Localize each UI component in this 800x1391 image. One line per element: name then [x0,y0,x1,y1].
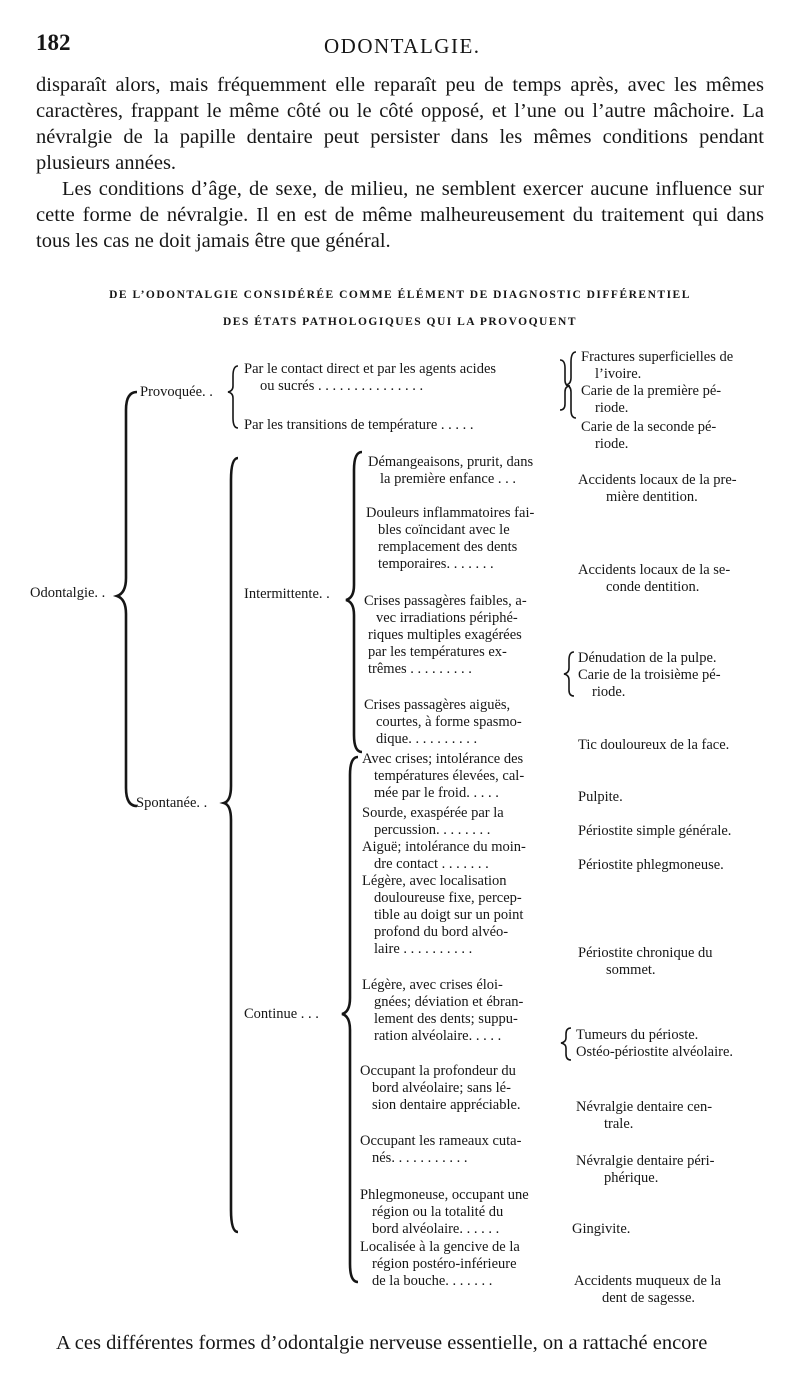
table-row-diagnosis: Carie de la seconde pé- riode. [581,419,717,452]
table-row-diagnosis: Périostite chronique du sommet. [578,945,713,978]
table-caption-line-1: DE L’ODONTALGIE CONSIDÉRÉE COMME ÉLÉMENT DE DIAGNOSTIC DIFFÉRENTIEL [109,289,691,301]
brace-fractures-dx [566,352,576,418]
table-row-diagnosis: Accidents muqueux de la dent de sagesse. [574,1273,721,1306]
table-row-diagnosis: Dénudation de la pulpe. Carie de la troisième pé- riode. [578,650,721,700]
table-row-cause: Légère, avec localisation douloureuse fixe, percep- tible au doigt sur un point profond du bord alvéo- laire . . . . . . . . . . [362,873,524,957]
table-row-cause: Crises passagères aiguës, courtes, à forme spasmo- dique. . . . . . . . . . [364,697,522,747]
label-odontalgie: Odontalgie. . [30,585,106,601]
label-intermittente: Intermittente. . [244,586,330,602]
table-row-diagnosis: Pulpite. [578,789,623,805]
table-row-cause: Phlegmoneuse, occupant une région ou la totalité du bord alvéolaire. . . . . . [360,1187,529,1237]
table-row-cause: Occupant la profondeur du bord alvéolaire; sans lé- sion dentaire appréciable. [360,1063,521,1113]
table-row-diagnosis: Accidents locaux de la se- conde dentition. [578,562,731,595]
label-spontanee: Spontanée. . [136,795,208,811]
brace-tumeurs-dx [561,1028,571,1060]
table-row-cause: Sourde, exaspérée par la percussion. . . . . . . . [362,805,504,838]
brace-denudation-dx [564,652,574,696]
table-row-diagnosis: Périostite phlegmoneuse. [578,857,724,873]
brace-intermittente [346,452,362,752]
paragraph-1: disparaît alors, mais fréquemment elle reparaît peu de temps après, avec les mêmes caractères, frappant le même côté ou le côté opposé, et l’une ou l’autre mâchoire. La névralgie de la papille dentaire peut persister dans les mêmes conditions pendant plusieurs années. [36,74,764,174]
table-row-cause: Occupant les rameaux cuta- nés. . . . . . . . . . . [360,1133,522,1166]
page-number: 182 [36,30,71,55]
table-row-diagnosis: Gingivite. [572,1221,631,1237]
brace-root [117,392,137,806]
table-row-cause: Localisée à la gencive de la région postéro-inférieure de la bouche. . . . . . . [360,1239,520,1289]
table-row-diagnosis: Accidents locaux de la pre- mière dentition. [578,472,737,505]
table-row-cause: Démangeaisons, prurit, dans la première enfance . . . [368,454,534,487]
table-row-diagnosis: Périostite simple générale. [578,823,732,839]
label-continue: Continue . . . [244,1006,319,1022]
table-row-cause: Crises passagères faibles, a- vec irradiations périphé- riques multiples exagérées par les températures ex- trêmes . . . . . . . . . [364,593,527,677]
brace-continue [342,757,358,1282]
table-row-cause: Par les transitions de température . . . . . [244,417,474,433]
closing-line: A ces différentes formes d’odontalgie nerveuse essentielle, on a rattaché encore [56,1332,708,1354]
table-row-cause: Aiguë; intolérance du moin- dre contact . . . . . . . [362,839,526,872]
table-row-cause: Légère, avec crises éloi- gnées; déviation et ébran- lement des dents; suppu- ration alvéolaire. . . . . [362,977,524,1044]
table-row-cause: Par le contact direct et par les agents acides ou sucrés . . . . . . . . . . . . . . . [244,361,497,394]
table-row-diagnosis: Névralgie dentaire péri- phérique. [576,1153,715,1186]
running-title: ODONTALGIE. [324,34,481,58]
table-row-cause: Douleurs inflammatoires fai- bles coïncidant avec le remplacement des dents temporaires. . . . . . . [366,505,535,572]
table-row-diagnosis: Tic douloureux de la face. [578,737,730,753]
table-row-cause: Avec crises; intolérance des températures élevées, cal- mée par le froid. . . . . [362,751,525,801]
brace-provoquee [228,366,238,428]
paragraph-2: Les conditions d’âge, de sexe, de milieu, ne semblent exercer aucune influence sur cette forme de névralgie. Il en est de même malheureusement du traitement qui dans tous les cas ne doit jamais être que général. [36,178,764,252]
table-row-diagnosis: Névralgie dentaire cen- trale. [576,1099,713,1132]
label-provoquee: Provoquée. . [140,384,213,400]
brace-contact-cause [560,360,570,410]
table-row-diagnosis: Fractures superficielles de l’ivoire. Carie de la première pé- riode. [581,349,734,416]
brace-spontanee [224,458,238,1232]
table-row-diagnosis: Tumeurs du périoste. Ostéo-périostite alvéolaire. [576,1027,734,1060]
table-caption-line-2: DES ÉTATS PATHOLOGIQUES QUI LA PROVOQUENT [222,316,578,328]
